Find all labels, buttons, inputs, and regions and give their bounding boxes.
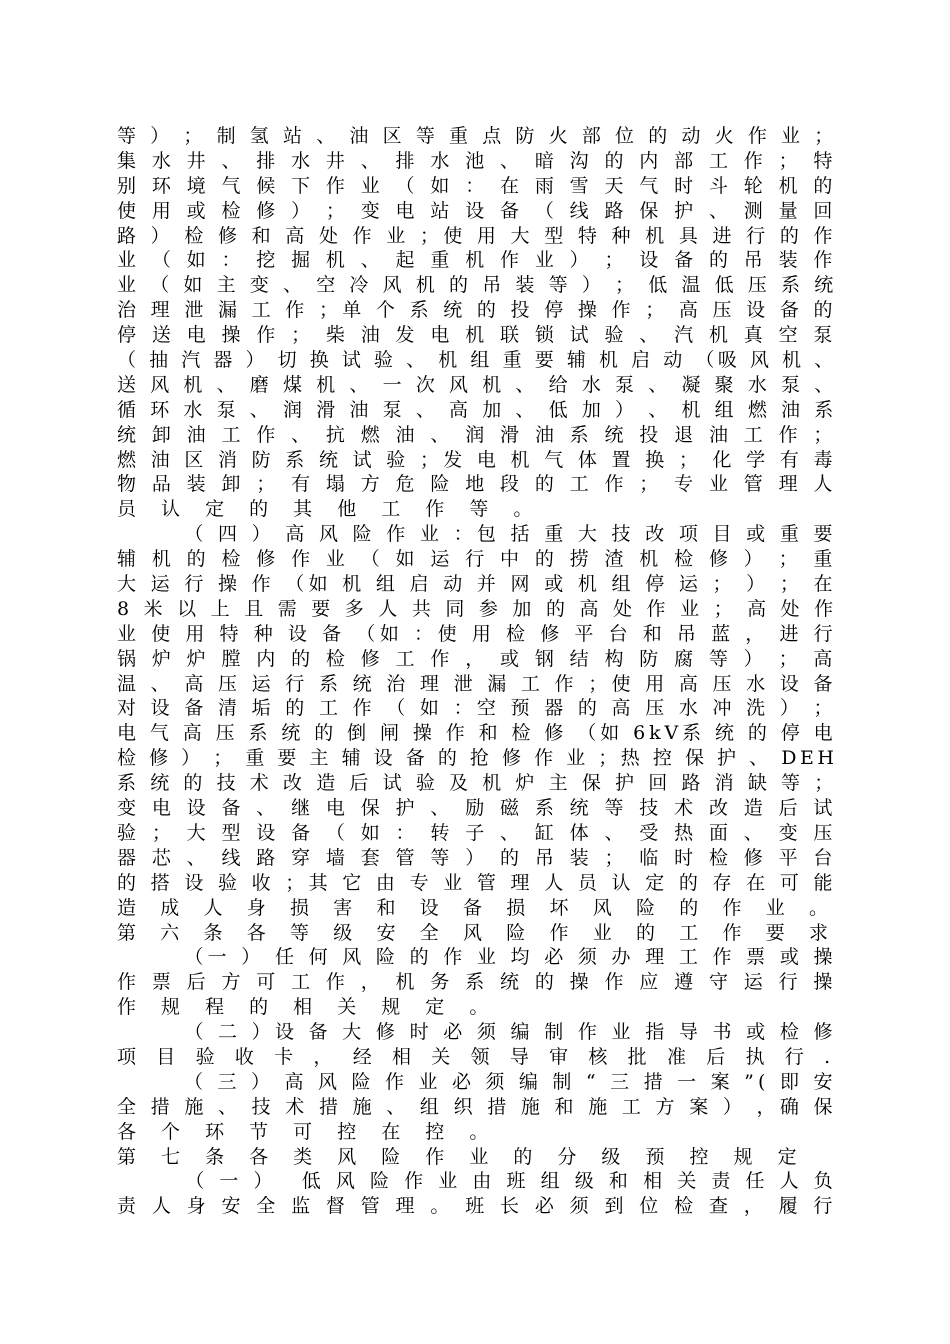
text-line: 造 成 人 身 损 害 和 设 备 损 坏 风 险 的 作 业 。: [117, 896, 838, 919]
text-line: 业 （ 如 主 变 、 空 冷 风 机 的 吊 装 等 ） ； 低 温 低 压 系 统: [117, 274, 838, 297]
text-line: （ 三 ） 高 风 险 作 业 必 须 编 制 “ 三 措 一 案 ”( 即 安: [117, 1070, 837, 1093]
text-line: 物 品 装 卸 ； 有 塌 方 危 险 地 段 的 工 作 ； 专 业 管 理 人: [117, 473, 838, 496]
text-line: （ 一 ） 低 风 险 作 业 由 班 组 级 和 相 关 责 任 人 负: [117, 1170, 838, 1193]
text-line: （一 ） 任 何 风 险 的 作 业 均 必 须 办 理 工 作 票 或 操: [117, 946, 837, 969]
text-line: 业 （ 如 ： 挖 掘 机 、 起 重 机 作 业 ） ； 设 备 的 吊 装 作: [117, 249, 838, 272]
text-line: 对 设 备 清 垢 的 工 作 （ 如 ：空 预 器 的 高 压 水 冲 洗 ） ；: [117, 697, 837, 720]
text-line: 电 气 高 压 系 统 的 倒 闸 操 作 和 检 修 （如 6kV系 统 的 停 电: [117, 722, 837, 745]
text-line: 系 统 的 技 术 改 造 后 试 验 及 机 炉 主 保 护 回 路 消 缺 等 ；: [117, 772, 838, 795]
text-line: 器 芯 、 线 路 穿 墙 套 管 等 ） 的 吊 装 ； 临 时 检 修 平 台: [117, 846, 838, 869]
text-line: 温 、 高 压 运 行 系 统 治 理 泄 漏 工 作 ；使 用 高 压 水 设 备: [117, 672, 837, 695]
text-line: 送 风 机 、 磨 煤 机 、 一 次 风 机 、 给 水 泵 、 凝 聚 水 泵 、: [117, 373, 838, 396]
text-line: 变 电 设 备 、 继 电 保 护 、 励 磁 系 统 等 技 术 改 造 后 试: [117, 797, 838, 820]
document-body: [117, 124, 838, 1219]
section-four-heading-line: （ 四 ） 高 风 险 作 业 ：包 括 重 大 技 改 项 目 或 重 要: [117, 523, 837, 546]
text-line: 验 ； 大 型 设 备 （ 如 ： 转 子 、 缸 体 、 受 热 面 、 变 压: [117, 821, 838, 844]
text-line: 等 ） ； 制 氢 站 、 油 区 等 重 点 防 火 部 位 的 动 火 作 业 ；: [117, 125, 838, 147]
text-line: 统 卸 油 工 作 、 抗 燃 油 、 润 滑 油 系 统 投 退 油 工 作 ；: [117, 423, 838, 446]
text-line: 作 票 后 方 可 工 作 ， 机 务 系 统 的 操 作 应 遵 守 运 行 操: [117, 971, 838, 994]
text-line: 锅 炉 炉 膛 内 的 检 修 工 作 ， 或 钢 结 构 防 腐 等 ） ； 高: [117, 647, 838, 670]
text-line: 别 环 境 气 候 下 作 业 （ 如 ： 在 雨 雪 天 气 时 斗 轮 机 的: [117, 174, 838, 197]
text-line: 路 ） 检 修 和 高 处 作 业 ；使 用 大 型 特 种 机 具 进 行 的 作: [117, 224, 837, 247]
text-line: 集 水 井 、 排 水 井 、 排 水 池 、 暗 沟 的 内 部 工 作 ； 特: [117, 149, 838, 172]
text-line: 的 搭 设 验 收 ；其 它 由 专 业 管 理 人 员 认 定 的 存 在 可 能: [117, 871, 837, 894]
text-line: 各 个 环 节 可 控 在 控 。: [117, 1120, 498, 1143]
text-line: 循 环 水 泵 、 润 滑 油 泵 、 高 加 、 低 加 ） 、 机 组 燃 油 系: [117, 398, 838, 421]
text-line: 业 使 用 特 种 设 备 （如 ：使 用 检 修 平 台 和 吊 蓝 ， 进 行: [117, 622, 838, 645]
text-line: 8 米 以 上 且 需 要 多 人 共 同 参 加 的 高 处 作 业 ； 高 处 作: [117, 597, 838, 620]
text-line: 治 理 泄 漏 工 作 ；单 个 系 统 的 投 停 操 作 ； 高 压 设 备 的: [117, 299, 837, 322]
text-line: 停 送 电 操 作 ； 柴 油 发 电 机 联 锁 试 验 、 汽 机 真 空 泵: [117, 324, 838, 347]
text-line: 燃 油 区 消 防 系 统 试 验 ；发 电 机 气 体 置 换 ； 化 学 有 毒: [117, 448, 837, 471]
text-line: 责 人 身 安 全 监 督 管 理 。 班 长 必 须 到 位 检 查 ， 履 行: [117, 1195, 838, 1218]
text-line: （ 抽 汽 器 ） 切 换 试 验 、 机 组 重 要 辅 机 启 动 （吸 风 机 、: [117, 349, 837, 372]
text-line: 大 运 行 操 作 （如 机 组 启 动 并 网 或 机 组 停 运 ； ） ； 在: [117, 573, 837, 596]
article-six-heading: 第 六 条 各 等 级 安 全 风 险 作 业 的 工 作 要 求: [117, 921, 838, 944]
text-line: 使 用 或 检 修 ） ； 变 电 站 设 备 （ 线 路 保 护 、 测 量 回: [117, 199, 838, 222]
text-line: 全 措 施 、 技 术 措 施 、 组 织 措 施 和 施 工 方 案 ） ，确 保: [117, 1095, 837, 1118]
text-line: （ 二 ）设 备 大 修 时 必 须 编 制 作 业 指 导 书 或 检 修: [117, 1021, 837, 1044]
text-line: 检 修 ） ； 重 要 主 辅 设 备 的 抢 修 作 业 ；热 控 保 护 、 DEH: [117, 747, 838, 770]
text-line: 作 规 程 的 相 关 规 定 。: [117, 996, 498, 1019]
text-line: 项 目 验 收 卡 ， 经 相 关 领 导 审 核 批 准 后 执 行 .: [117, 1045, 838, 1068]
text-line: 员 认 定 的 其 他 工 作 等 。: [117, 498, 542, 521]
text-line: 辅 机 的 检 修 作 业 （ 如 运 行 中 的 捞 渣 机 检 修 ） ； 重: [117, 548, 838, 571]
article-seven-heading: 第 七 条 各 类 风 险 作 业 的 分 级 预 控 规 定: [117, 1145, 807, 1168]
